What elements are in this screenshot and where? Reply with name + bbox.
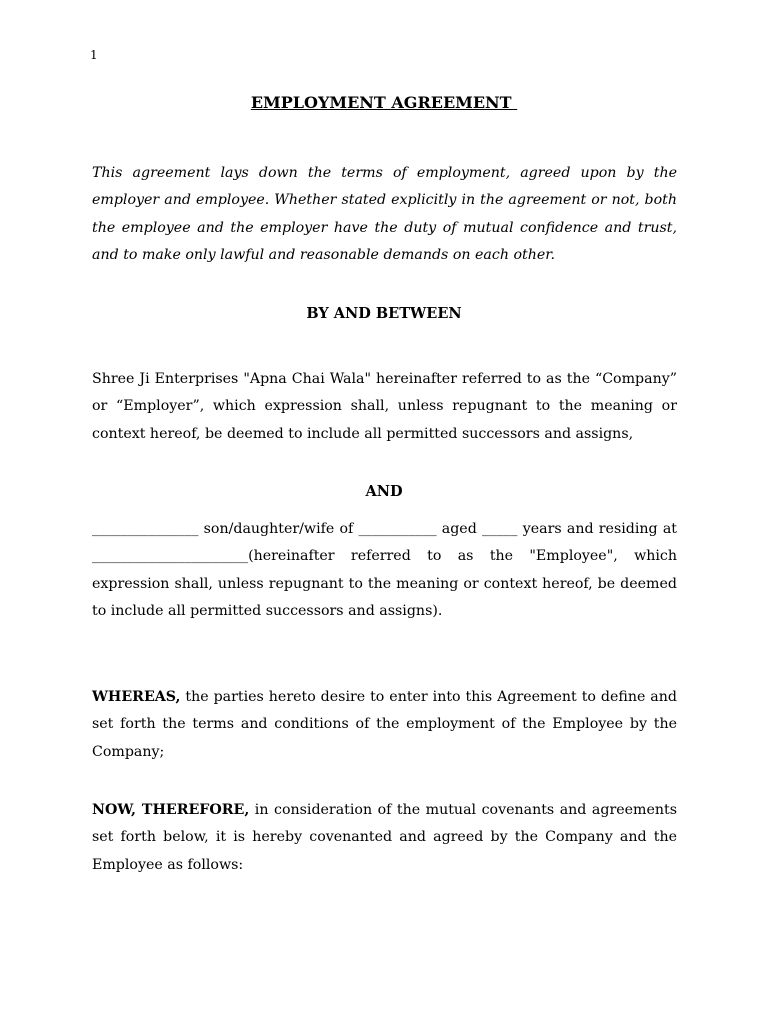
whereas-paragraph: [92, 684, 677, 766]
now-therefore-lead: NOW, THEREFORE,: [92, 802, 250, 818]
whereas-lead: WHEREAS,: [92, 689, 181, 705]
now-therefore-text: in consideration of the mutual covenants and agreements set forth below, it is hereby covenanted and agreed by the Company and the Employee as follows:: [92, 802, 677, 873]
document-title: EMPLOYMENT AGREEMENT: [250, 93, 518, 112]
company-clause: Shree Ji Enterprises "Apna Chai Wala" hereinafter referred to as the “Company” or “Employer”, which expression shall, unless repugnant to the meaning or context hereof, be deemed to include all permitted successors and assigns,: [92, 371, 677, 442]
by-and-between-heading: BY AND BETWEEN: [306, 305, 462, 322]
now-therefore-paragraph: [92, 797, 677, 879]
and-heading: AND: [365, 483, 403, 500]
page-number: 1: [90, 48, 98, 62]
employee-clause: _______________ son/daughter/wife of ___________ aged _____ years and residing at ______________________(hereinafter referred to as the "Employee", which expression shall, unless repugnant to the meaning or context hereof, be deemed to include all permitted successors and assigns).: [92, 521, 677, 619]
intro-paragraph: This agreement lays down the terms of employment, agreed upon by the employer and employee. Whether stated explicitly in the agreement or not, both the employee and the employer have the duty of mutual confidence and trust, and to make only lawful and reasonable demands on each other.: [92, 165, 677, 263]
whereas-text: the parties hereto desire to enter into this Agreement to define and set forth the terms and conditions of the employment of the Employee by the Company;: [92, 689, 677, 760]
